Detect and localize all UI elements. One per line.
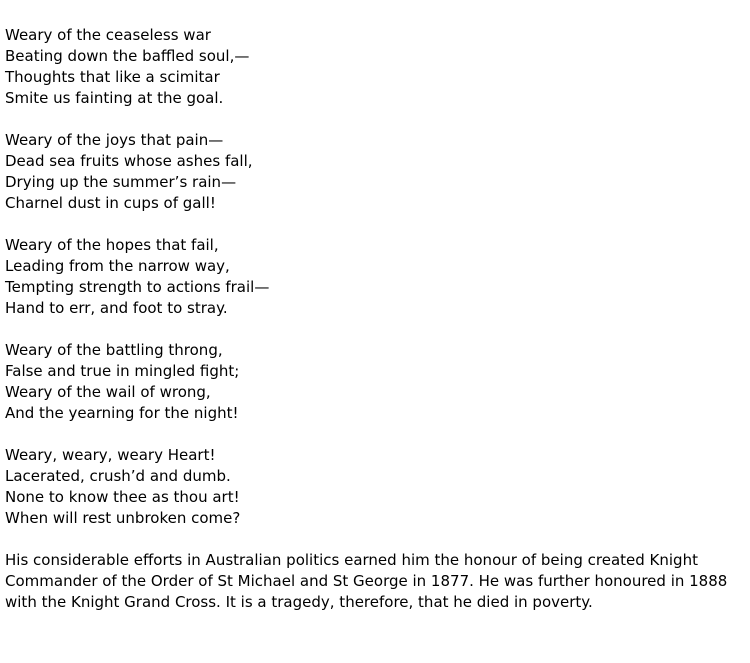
poem-line: Weary of the ceaseless war <box>5 26 211 44</box>
commentary-paragraph: His considerable efforts in Australian politics earned him the honour of being created Knight Commander of the Order of St Michael and St George in 1877. He was further honoured in 1888 with the Knight Grand Cross. It is a tragedy, therefore, that he died in poverty. <box>5 551 728 611</box>
poem-line: Dead sea fruits whose ashes fall, <box>5 152 253 170</box>
poem-line: Drying up the summer’s rain— <box>5 173 237 191</box>
poem-line: Weary, weary, weary Heart! <box>5 446 216 464</box>
poem-line: Weary of the joys that pain— <box>5 131 224 149</box>
poem-line: Weary of the wail of wrong, <box>5 383 211 401</box>
poem-line: Lacerated, crush’d and dumb. <box>5 467 231 485</box>
poem-line: Beating down the baffled soul,— <box>5 47 250 65</box>
poem-stanza-4 <box>5 340 750 424</box>
poem-line: Weary of the hopes that fail, <box>5 236 219 254</box>
poem-line: When will rest unbroken come? <box>5 509 241 527</box>
poem-line: Hand to err, and foot to stray. <box>5 299 228 317</box>
poem-line: False and true in mingled fight; <box>5 362 240 380</box>
poem-line: Smite us fainting at the goal. <box>5 89 224 107</box>
poem-line: None to know thee as thou art! <box>5 488 240 506</box>
poem-stanza-1 <box>5 25 750 109</box>
poem-line: Leading from the narrow way, <box>5 257 230 275</box>
poem <box>5 25 750 529</box>
poem-line: And the yearning for the night! <box>5 404 239 422</box>
poem-stanza-2 <box>5 130 750 214</box>
poem-line: Charnel dust in cups of gall! <box>5 194 216 212</box>
poem-stanza-3 <box>5 235 750 319</box>
poem-line: Weary of the battling throng, <box>5 341 223 359</box>
poem-stanza-5 <box>5 445 750 529</box>
poem-line: Tempting strength to actions frail— <box>5 278 270 296</box>
poem-line: Thoughts that like a scimitar <box>5 68 220 86</box>
